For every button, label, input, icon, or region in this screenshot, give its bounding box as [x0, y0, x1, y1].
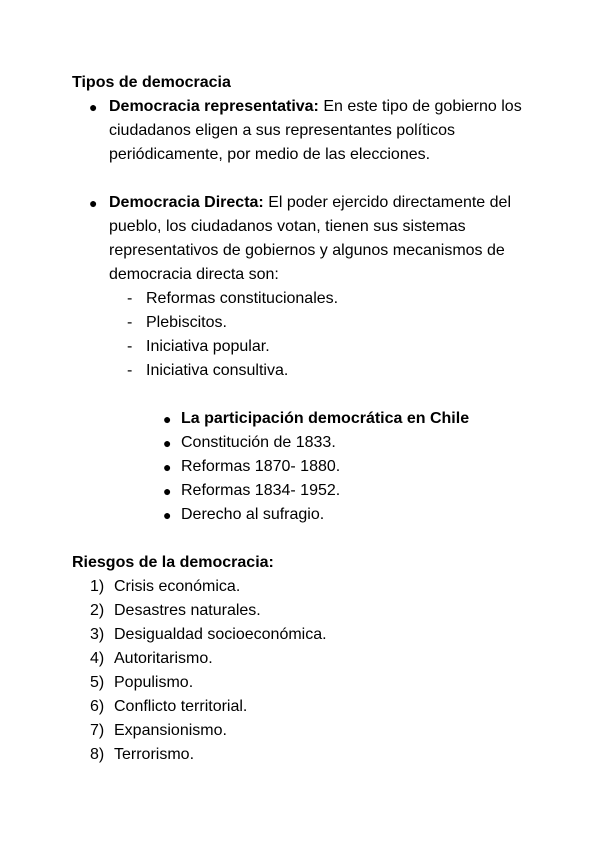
riesgo-text: Crisis económica. [114, 578, 241, 595]
riesgo-text: Conflicto territorial. [114, 698, 248, 715]
bullet-icon: ● [163, 507, 172, 523]
dash-icon: - [127, 314, 133, 331]
riesgo-text: Autoritarismo. [114, 650, 213, 667]
section-title-participacion: La participación democrática en Chile [181, 410, 470, 427]
term-directa: Democracia Directa: [109, 194, 264, 211]
participacion-text: Reformas 1870- 1880. [181, 458, 341, 475]
mechanism-text: Iniciativa popular. [146, 338, 270, 355]
riesgo-text: Terrorismo. [114, 746, 195, 763]
bullet-icon: ● [163, 411, 172, 427]
list-number: 7) [90, 722, 105, 739]
list-number: 3) [90, 626, 105, 643]
riesgo-text: Desigualdad socioeconómica. [114, 626, 327, 643]
bullet-icon: ● [163, 483, 172, 499]
list-number: 2) [90, 602, 105, 619]
bullet-icon: ● [89, 99, 98, 115]
dash-icon: - [127, 290, 133, 307]
participacion-text: Constitución de 1833. [181, 434, 336, 451]
riesgo-text: Populismo. [114, 674, 194, 691]
bullet-icon: ● [89, 195, 98, 211]
list-number: 6) [90, 698, 105, 715]
list-number: 1) [90, 578, 105, 595]
bullet-icon: ● [163, 435, 172, 451]
term-representativa: Democracia representativa: [109, 98, 319, 115]
riesgo-text: Desastres naturales. [114, 602, 261, 619]
bullet-text [109, 95, 529, 167]
participacion-text: Derecho al sufragio. [181, 506, 325, 523]
dash-icon: - [127, 338, 133, 355]
list-number: 8) [90, 746, 105, 763]
list-number: 4) [90, 650, 105, 667]
riesgo-text: Expansionismo. [114, 722, 227, 739]
mechanism-text: Plebiscitos. [146, 314, 227, 331]
section-title-tipos: Tipos de democracia [72, 74, 231, 91]
section-title-riesgos: Riesgos de la democracia: [72, 554, 274, 571]
desc-representativa: En este tipo de gobierno los ciudadanos eligen a sus representantes políticos periódicamente, por medio de las elecciones. [109, 98, 522, 163]
bullet-text [109, 191, 529, 287]
mechanism-text: Iniciativa consultiva. [146, 362, 289, 379]
participacion-text: Reformas 1834- 1952. [181, 482, 341, 499]
mechanism-text: Reformas constitucionales. [146, 290, 339, 307]
bullet-icon: ● [163, 459, 172, 475]
dash-icon: - [127, 362, 133, 379]
list-number: 5) [90, 674, 105, 691]
desc-directa: El poder ejercido directamente del pueblo, los ciudadanos votan, tienen sus sistemas representativos de gobiernos y algunos mecanismos de democracia directa son: [109, 194, 511, 283]
